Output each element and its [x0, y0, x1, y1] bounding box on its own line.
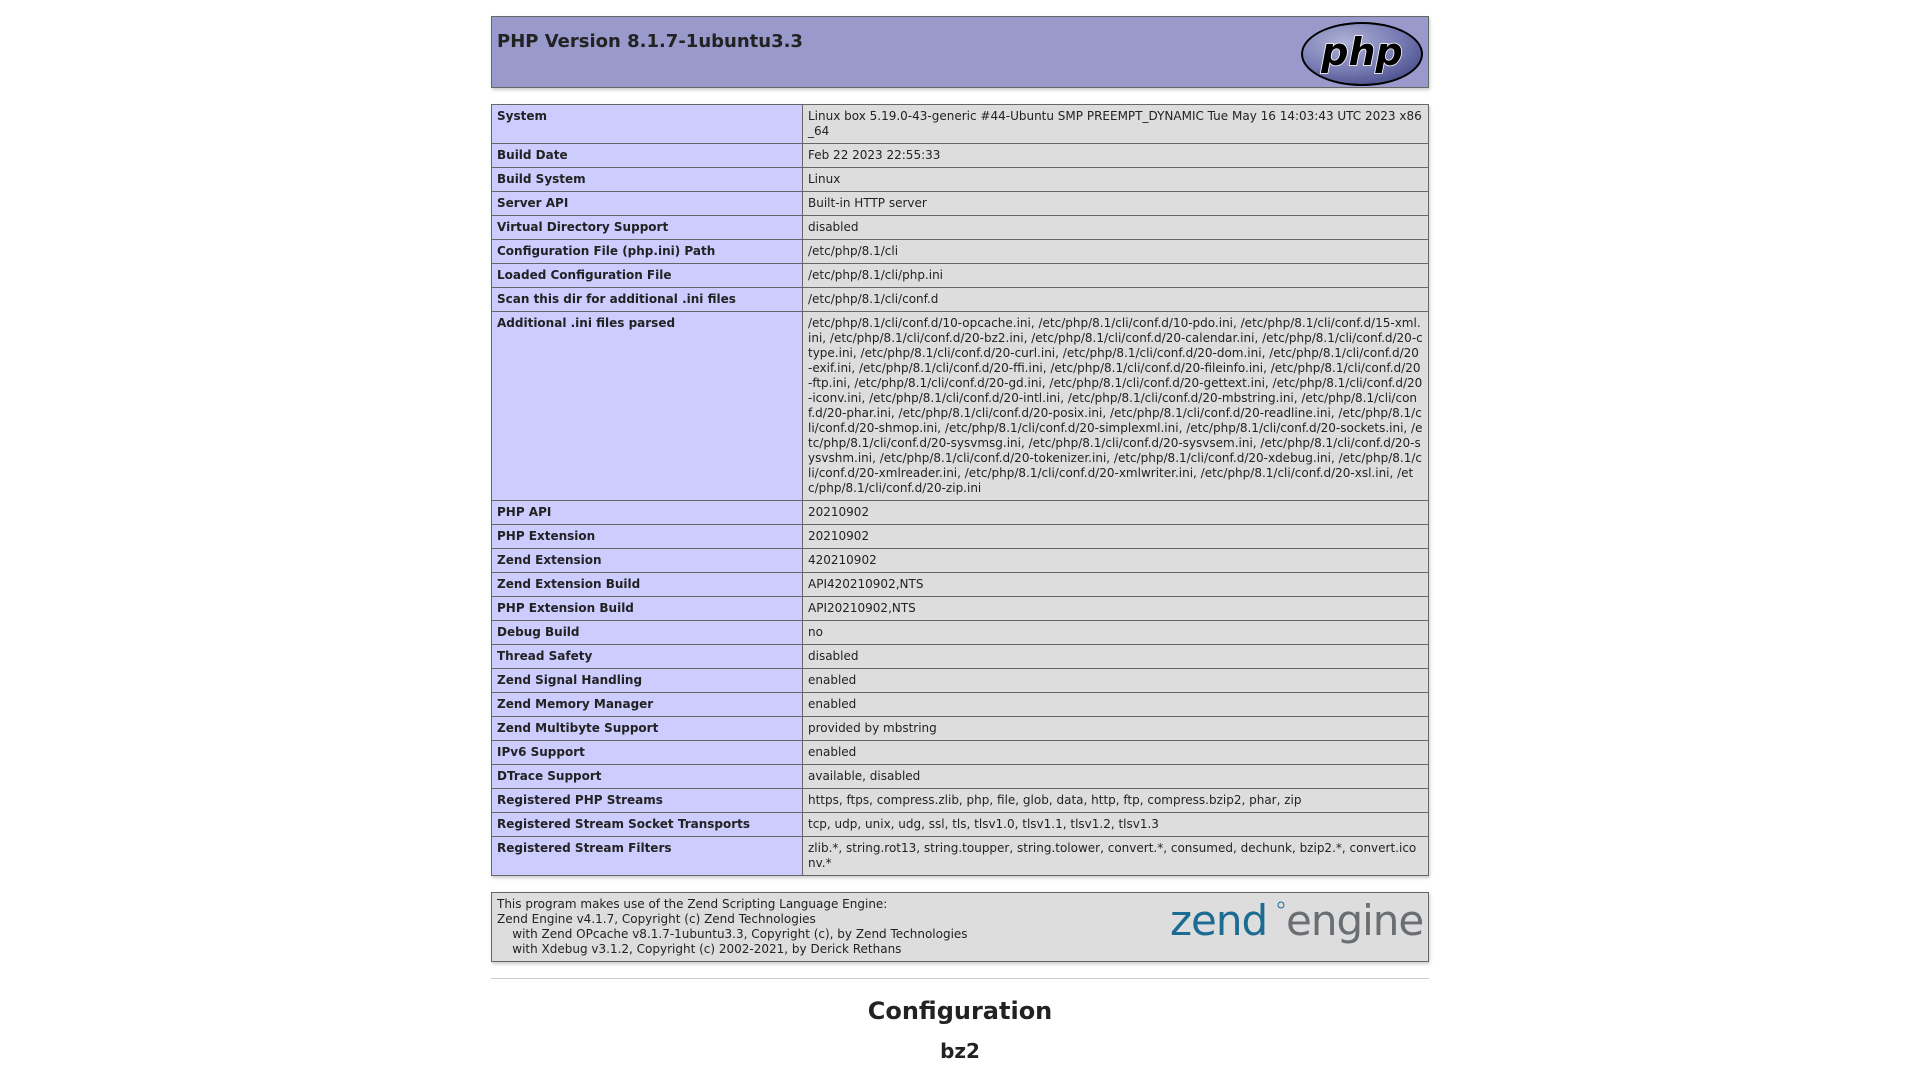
- info-row-value: Linux: [803, 168, 1429, 192]
- info-row-value: API420210902,NTS: [803, 573, 1429, 597]
- info-row: [492, 837, 1429, 876]
- php-info-table: [491, 104, 1429, 876]
- info-row-label: Loaded Configuration File: [492, 264, 803, 288]
- info-row: [492, 216, 1429, 240]
- info-row-label: Zend Multibyte Support: [492, 717, 803, 741]
- info-row-label: System: [492, 105, 803, 144]
- info-row-label: Build Date: [492, 144, 803, 168]
- info-row-label: Additional .ini files parsed: [492, 312, 803, 501]
- info-row-label: Zend Signal Handling: [492, 669, 803, 693]
- extension-heading-bz2: bz2: [940, 1039, 980, 1063]
- php-logo-text: php: [1321, 30, 1403, 74]
- info-row-value: enabled: [803, 669, 1429, 693]
- info-row: [492, 105, 1429, 144]
- php-version-header: [491, 16, 1429, 88]
- info-row-value: enabled: [803, 741, 1429, 765]
- info-row: [492, 312, 1429, 501]
- php-logo-icon[interactable]: [1300, 21, 1424, 87]
- info-row: [492, 597, 1429, 621]
- zend-credit-line: with Zend OPcache v8.1.7-1ubuntu3.3, Copyright (c), by Zend Technologies: [497, 927, 968, 941]
- info-row-label: Registered Stream Socket Transports: [492, 813, 803, 837]
- info-row-value: https, ftps, compress.zlib, php, file, glob, data, http, ftp, compress.bzip2, phar, zip: [803, 789, 1429, 813]
- info-row-value: disabled: [803, 216, 1429, 240]
- info-row-label: Debug Build: [492, 621, 803, 645]
- info-row-label: PHP Extension Build: [492, 597, 803, 621]
- zend-logo-word: zend: [1170, 897, 1268, 945]
- info-row-value: Linux box 5.19.0-43-generic #44-Ubuntu SMP PREEMPT_DYNAMIC Tue May 16 14:03:43 UTC 2023 x86_64: [803, 105, 1429, 144]
- zend-credit-line: This program makes use of the Zend Scripting Language Engine:: [497, 897, 888, 911]
- info-row: [492, 168, 1429, 192]
- info-row: [492, 144, 1429, 168]
- zend-engine-credits: [491, 892, 1429, 962]
- info-row-label: Scan this dir for additional .ini files: [492, 288, 803, 312]
- info-row: [492, 264, 1429, 288]
- info-row-label: Registered PHP Streams: [492, 789, 803, 813]
- info-row-label: DTrace Support: [492, 765, 803, 789]
- info-row-value: enabled: [803, 693, 1429, 717]
- info-row-value: 20210902: [803, 501, 1429, 525]
- info-row: [492, 549, 1429, 573]
- info-row-value: API20210902,NTS: [803, 597, 1429, 621]
- info-row-value: zlib.*, string.rot13, string.toupper, string.tolower, convert.*, consumed, dechunk, bzip2.*, convert.iconv.*: [803, 837, 1429, 876]
- info-row: [492, 573, 1429, 597]
- info-row: [492, 693, 1429, 717]
- info-row: [492, 813, 1429, 837]
- info-row: [492, 645, 1429, 669]
- phpinfo-container: [491, 0, 1429, 1063]
- info-row: [492, 621, 1429, 645]
- configuration-heading: Configuration: [867, 997, 1053, 1025]
- info-row: [492, 525, 1429, 549]
- info-row-value: 20210902: [803, 525, 1429, 549]
- info-row: [492, 789, 1429, 813]
- info-row: [492, 765, 1429, 789]
- info-row-label: Configuration File (php.ini) Path: [492, 240, 803, 264]
- info-row-value: /etc/php/8.1/cli/php.ini: [803, 264, 1429, 288]
- zend-credit-line: with Xdebug v3.1.2, Copyright (c) 2002-2021, by Derick Rethans: [497, 942, 902, 956]
- engine-logo-word: engine: [1286, 897, 1424, 945]
- zend-credit-line: Zend Engine v4.1.7, Copyright (c) Zend Technologies: [497, 912, 816, 926]
- php-version-title: PHP Version 8.1.7-1ubuntu3.3: [497, 31, 803, 52]
- info-row-value: 420210902: [803, 549, 1429, 573]
- info-row-value: /etc/php/8.1/cli/conf.d/10-opcache.ini, /etc/php/8.1/cli/conf.d/10-pdo.ini, /etc/php/8.1/cli/conf.d/15-xml.ini, /etc/php/8.1/cli/conf.d/20-bz2.ini, /etc/php/8.1/cli/conf.d/20-calendar.ini, /etc/php/8.1/cli/conf.d/20-ctype.ini, /etc/php/8.1/cli/conf.d/20-curl.ini, /etc/php/8.1/cli/conf.d/20-dom.ini, /etc/php/8.1/cli/conf.d/20-exif.ini, /etc/php/8.1/cli/conf.d/20-ffi.ini, /etc/php/8.1/cli/conf.d/20-fileinfo.ini, /etc/php/8.1/cli/conf.d/20-ftp.ini, /etc/php/8.1/cli/conf.d/20-gd.ini, /etc/php/8.1/cli/conf.d/20-gettext.ini, /etc/php/8.1/cli/conf.d/20-iconv.ini, /etc/php/8.1/cli/conf.d/20-intl.ini, /etc/php/8.1/cli/conf.d/20-mbstring.ini, /etc/php/8.1/cli/conf.d/20-phar.ini, /etc/php/8.1/cli/conf.d/20-posix.ini, /etc/php/8.1/cli/conf.d/20-readline.ini, /etc/php/8.1/cli/conf.d/20-shmop.ini, /etc/php/8.1/cli/conf.d/20-simplexml.ini, /etc/php/8.1/cli/conf.d/20-sockets.ini, /etc/php/8.1/cli/conf.d/20-sysvmsg.ini, /etc/php/8.1/cli/conf.d/20-sysvsem.ini, /etc/php/8.1/cli/conf.d/20-sysvshm.ini, /etc/php/8.1/cli/conf.d/20-tokenizer.ini, /etc/php/8.1/cli/conf.d/20-xdebug.ini, /etc/php/8.1/cli/conf.d/20-xmlreader.ini, /etc/php/8.1/cli/conf.d/20-xmlwriter.ini, /etc/php/8.1/cli/conf.d/20-xsl.ini, /etc/php/8.1/cli/conf.d/20-zip.ini: [803, 312, 1429, 501]
- info-row-label: PHP API: [492, 501, 803, 525]
- info-row: [492, 741, 1429, 765]
- info-row-value: Built-in HTTP server: [803, 192, 1429, 216]
- info-row: [492, 669, 1429, 693]
- info-row-label: IPv6 Support: [492, 741, 803, 765]
- zend-engine-logo-icon[interactable]: [1170, 897, 1424, 951]
- info-row-label: Zend Memory Manager: [492, 693, 803, 717]
- info-row-label: Zend Extension: [492, 549, 803, 573]
- info-row-label: Thread Safety: [492, 645, 803, 669]
- info-row: [492, 501, 1429, 525]
- info-row: [492, 240, 1429, 264]
- info-row-label: Registered Stream Filters: [492, 837, 803, 876]
- info-row-value: /etc/php/8.1/cli/conf.d: [803, 288, 1429, 312]
- info-row-value: /etc/php/8.1/cli: [803, 240, 1429, 264]
- info-row-label: Zend Extension Build: [492, 573, 803, 597]
- info-row-value: available, disabled: [803, 765, 1429, 789]
- info-row-label: Build System: [492, 168, 803, 192]
- info-row-label: PHP Extension: [492, 525, 803, 549]
- info-row-value: tcp, udp, unix, udg, ssl, tls, tlsv1.0, tlsv1.1, tlsv1.2, tlsv1.3: [803, 813, 1429, 837]
- info-row-label: Server API: [492, 192, 803, 216]
- info-row-value: provided by mbstring: [803, 717, 1429, 741]
- info-row: [492, 192, 1429, 216]
- info-row-value: disabled: [803, 645, 1429, 669]
- section-divider: [491, 978, 1429, 979]
- info-row: [492, 288, 1429, 312]
- info-row: [492, 717, 1429, 741]
- info-row-value: Feb 22 2023 22:55:33: [803, 144, 1429, 168]
- info-row-value: no: [803, 621, 1429, 645]
- info-row-label: Virtual Directory Support: [492, 216, 803, 240]
